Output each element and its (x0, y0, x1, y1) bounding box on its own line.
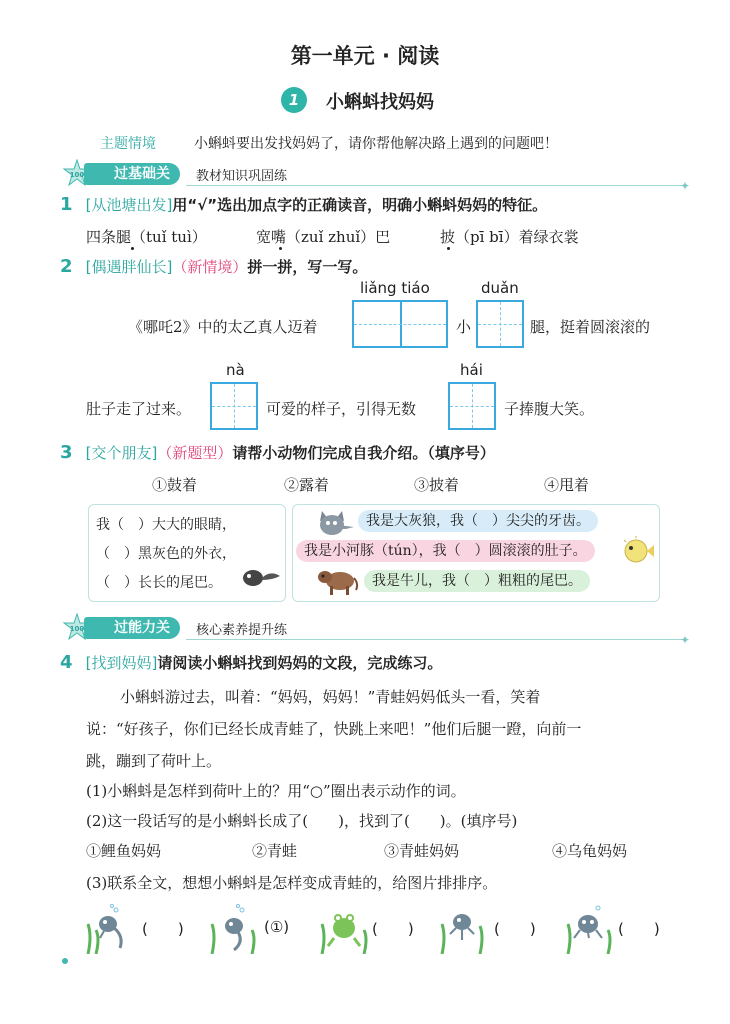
question-number: 3 (60, 442, 73, 463)
passage-line-2: 说：“好孩子，你们已经长成青蛙了，快跳上来吧！”他们后腿一蹬，向前一 (86, 720, 582, 738)
q2-line1-text: 《哪吒2》中的太乙真人迈着 (128, 318, 318, 336)
writing-box-na[interactable] (210, 382, 258, 430)
cow-bubble[interactable]: 我是牛儿，我（ ）粗粗的尾巴。 (364, 570, 590, 592)
cow-icon (316, 566, 360, 596)
order-answer-4[interactable]: ( ) (494, 920, 536, 938)
sub-question-3: (3)联系全文，想想小蝌蚪是怎样变成青蛙的，给图片排排序。 (86, 874, 498, 892)
option-1: ①鼓着 (152, 476, 198, 494)
question-tag: [交个朋友] (85, 444, 158, 462)
passage-line-3: 跳，蹦到了荷叶上。 (86, 752, 222, 770)
decorative-dot (62, 958, 68, 964)
question-tag: [从池塘出发] (85, 196, 173, 214)
section-banner-basic (62, 163, 702, 193)
q2-line2-text: 可爱的样子，引得无数 (266, 400, 417, 418)
q2-line2-text: 子捧腹大笑。 (504, 400, 595, 418)
question-tag: [偶遇胖仙长] (85, 258, 173, 276)
order-answer-2[interactable]: (①) (264, 918, 290, 936)
q1-header (60, 194, 547, 215)
svg-text:100: 100 (69, 171, 85, 179)
lesson-title: 小蝌蚪找妈妈 (326, 92, 434, 113)
divider (186, 185, 686, 186)
section-banner-ability (62, 617, 702, 647)
theme-text: 小蝌蚪要出发找妈妈了，请你帮他解决路上遇到的问题吧！ (194, 136, 558, 152)
pinyin-label: liǎng tiáo (360, 279, 430, 297)
question-text: 请帮小动物们完成自我介绍。（填序号） (232, 444, 495, 462)
section-subtitle: 核心素养提升练 (196, 623, 288, 638)
divider (186, 639, 686, 640)
order-answer-5[interactable]: ( ) (618, 920, 660, 938)
q2-line2-text: 肚子走了过来。 (86, 400, 192, 418)
pinyin-choice[interactable]: （zuǐ zhuǐ）巴 (286, 228, 391, 246)
star-icon: ✦ (680, 633, 691, 647)
option-4: ④甩着 (544, 476, 590, 494)
theme-label: 主题情境 (100, 136, 156, 152)
q2-header (60, 256, 367, 277)
star-icon: ✦ (680, 179, 691, 193)
pinyin-choice[interactable]: （pī bī）着绿衣裳 (455, 228, 579, 246)
pinyin-label: nà (226, 361, 245, 379)
q1-item-1: 四条腿（tuǐ tuì） (86, 228, 207, 246)
tadpole-line-1[interactable]: 我（ ）大大的眼睛， (96, 517, 236, 533)
q1-item-2: 宽嘴（zuǐ zhuǐ）巴 (256, 228, 391, 246)
tadpole-icon (208, 902, 263, 954)
pufferfish-bubble[interactable]: 我是小河豚（tún），我（ ）圆滚滚的肚子。 (296, 540, 595, 562)
section-label: 过基础关 (84, 163, 180, 185)
sub2-option-4: ④乌龟妈妈 (552, 842, 628, 860)
sub2-option-3: ③青蛙妈妈 (384, 842, 460, 860)
question-text: 请阅读小蝌蚪找到妈妈的文段，完成练习。 (157, 654, 443, 672)
option-2: ②露着 (284, 476, 330, 494)
frog-icon (318, 902, 373, 954)
sub2-option-1: ①鲤鱼妈妈 (86, 842, 162, 860)
writing-box-duan[interactable] (476, 300, 524, 348)
order-answer-3[interactable]: ( ) (372, 920, 414, 938)
q1-item-3: 披（pī bī）着绿衣裳 (440, 228, 579, 246)
emphasis-dot (279, 247, 282, 250)
sub-question-1: (1)小蝌蚪是怎样到荷叶上的？用“○”圈出表示动作的词。 (86, 782, 466, 800)
q2-line1-text: 小 (456, 318, 472, 336)
unit-title: 第一单元 · 阅读 (290, 44, 440, 68)
lesson-number-badge: 1 (281, 87, 307, 113)
wolf-bubble[interactable]: 我是大灰狼，我（ ）尖尖的牙齿。 (358, 510, 598, 532)
question-tag: [找到妈妈] (85, 654, 158, 672)
passage-line-1: 小蝌蚪游过去，叫着：“妈妈，妈妈！”青蛙妈妈低头一看，笑着 (120, 688, 541, 706)
option-3: ③披着 (414, 476, 460, 494)
section-label: 过能力关 (84, 617, 180, 639)
wolf-icon (316, 507, 356, 539)
tadpole-icon (240, 566, 282, 590)
pufferfish-icon (620, 536, 656, 566)
section-subtitle: 教材知识巩固练 (196, 169, 288, 184)
writing-box-hai[interactable] (448, 382, 496, 430)
sub2-option-2: ②青蛙 (252, 842, 298, 860)
q2-line1-text: 腿，挺着圆滚滚的 (530, 318, 651, 336)
pinyin-label: hái (460, 361, 483, 379)
new-context-tag: （新情境） (172, 258, 248, 276)
tadpole-line-3[interactable]: （ ）长长的尾巴。 (96, 575, 222, 591)
order-answer-1[interactable]: ( ) (142, 920, 184, 938)
question-number: 4 (60, 652, 73, 673)
question-text: 拼一拼，写一写。 (247, 258, 368, 276)
question-number: 2 (60, 256, 73, 277)
question-text: 用“√”选出加点字的正确读音，明确小蝌蚪妈妈的特征。 (172, 196, 548, 214)
emphasis-dot (131, 247, 134, 250)
tadpole-line-2[interactable]: （ ）黑灰色的外衣， (96, 546, 236, 562)
pinyin-label: duǎn (481, 279, 519, 297)
emphasis-dot (447, 247, 450, 250)
new-type-tag: （新题型） (157, 444, 233, 462)
tadpole-with-four-legs-icon (436, 902, 491, 954)
q3-header (60, 442, 495, 463)
q4-header (60, 652, 442, 673)
tadpole-with-legs-icon (84, 902, 139, 954)
question-number: 1 (60, 194, 73, 215)
svg-text:100: 100 (69, 625, 85, 633)
tadpole-short-tail-icon (562, 902, 617, 954)
sub-question-2[interactable]: (2)这一段话写的是小蝌蚪长成了( )，找到了( )。(填序号) (86, 812, 518, 830)
pinyin-choice[interactable]: （tuǐ tuì） (131, 228, 207, 246)
writing-box-liangtiao[interactable] (352, 300, 448, 348)
